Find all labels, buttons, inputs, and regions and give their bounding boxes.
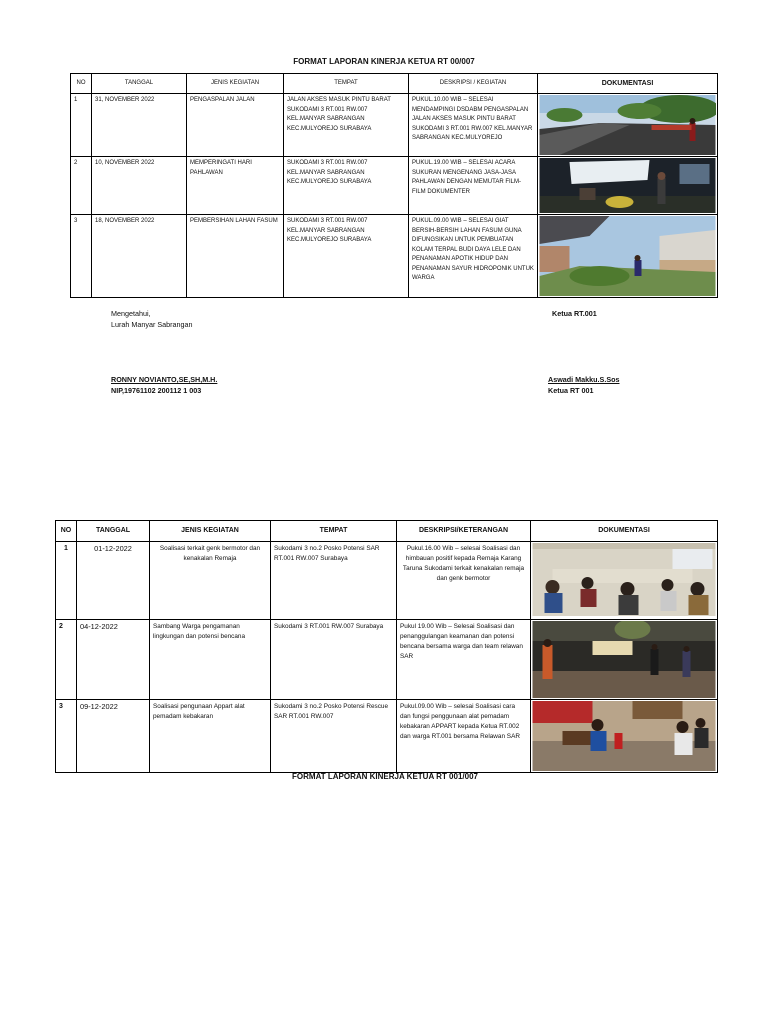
acknowledgement-label: Mengetahui,: [111, 309, 151, 318]
cell-no: 1: [56, 542, 77, 620]
cell-dokumentasi: [538, 157, 718, 215]
header-no: NO: [56, 521, 77, 542]
report1-header-row: [71, 74, 718, 94]
cell-deskripsi: Pukul.09.00 Wib – selesai Soalisasi cara dan fungsi penggunaan alat pemadam kebakaran APPART kepada Ketua RT.002 dan warga RT.001 bersama Relawan SAR: [397, 700, 531, 773]
cell-tanggal: 18, NOVEMBER 2022: [92, 215, 187, 298]
cell-deskripsi: Pukul 19.00 Wib – Selesai Soalisasi dan penanggulangan keamanan dan potensi bencana bersama warga dan team relawan SAR: [397, 620, 531, 700]
report1-title: FORMAT LAPORAN KINERJA KETUA RT 00/007: [293, 57, 475, 66]
lurah-name: RONNY NOVIANTO,SE,SH,M.H.: [111, 375, 218, 384]
report1-table: [70, 73, 718, 298]
ketua-rt-title: Ketua RT 001: [548, 386, 594, 395]
report2-title: FORMAT LAPORAN KINERJA KETUA RT 001/007: [292, 772, 478, 781]
lurah-nip: NIP,19761102 200112 1 003: [111, 386, 202, 395]
cell-jenis: PEMBERSIHAN LAHAN FASUM: [187, 215, 284, 298]
header-no: NO: [71, 74, 92, 94]
cell-tanggal: 31, NOVEMBER 2022: [92, 94, 187, 157]
header-dokumentasi: DOKUMENTASI: [538, 74, 718, 94]
report2-header-row: [56, 521, 718, 542]
cell-deskripsi: PUKUL.19.00 WIB – SELESAI ACARA SUKURAN MENGENANG JASA-JASA PAHLAWAN DENGAN MEMUTAR FILM-FILM DOKUMENTER: [409, 157, 538, 215]
table-row: [71, 215, 718, 298]
table-row: [56, 542, 718, 620]
cell-deskripsi: Pukul.16.00 Wib – selesai Soalisasi dan himbauan positif kepada Remaja Karang Taruna Sukodami terkait kenakalan remaja dan genk bermotor: [397, 542, 531, 620]
header-deskripsi: DESKRIPSI / KEGIATAN: [409, 74, 538, 94]
ketua-rt-name: Aswadi Makku.S.Sos: [548, 375, 620, 384]
cell-tempat: Sukodami 3 no.2 Posko Potensi SAR RT.001 RW.007 Surabaya: [271, 542, 397, 620]
cell-dokumentasi: [538, 215, 718, 298]
header-deskripsi: DESKRIPSI/KETERANGAN: [397, 521, 531, 542]
header-tanggal: TANGGAL: [77, 521, 150, 542]
cell-tanggal: 09-12-2022: [77, 700, 150, 773]
cell-no: 1: [71, 94, 92, 157]
header-dokumentasi: DOKUMENTASI: [531, 521, 718, 542]
land-cleanup-photo: [539, 216, 716, 296]
cell-tempat: SUKODAMI 3 RT.001 RW.007 KEL.MANYAR SABRANGAN KEC.MULYOREJO SURABAYA: [284, 157, 409, 215]
cell-jenis: Sambang Warga pengamanan lingkungan dan potensi bencana: [150, 620, 271, 700]
header-jenis-kegiatan: JENIS KEGIATAN: [187, 74, 284, 94]
cell-dokumentasi: [531, 542, 718, 620]
cell-jenis: PENGASPALAN JALAN: [187, 94, 284, 157]
film-screening-photo: [539, 158, 716, 213]
cell-tempat: Sukodami 3 no.2 Posko Potensi Rescue SAR RT.001 RW.007: [271, 700, 397, 773]
cell-no: 2: [71, 157, 92, 215]
header-jenis-kegiatan: JENIS KEGIATAN: [150, 521, 271, 542]
cell-tempat: SUKODAMI 3 RT.001 RW.007 KEL.MANYAR SABRANGAN KEC.MULYOREJO SURABAYA: [284, 215, 409, 298]
youth-meeting-photo: [532, 543, 716, 616]
table-row: [71, 157, 718, 215]
header-tanggal: TANGGAL: [92, 74, 187, 94]
cell-tanggal: 04-12-2022: [77, 620, 150, 700]
road-paving-photo: [539, 95, 716, 155]
fire-extinguisher-training-photo: [532, 701, 716, 771]
cell-deskripsi: PUKUL.09.00 WIB – SELESAI GIAT BERSIH-BERSIH LAHAN FASUM GUNA DIFUNGSIKAN UNTUK PEMBUATAN KOLAM TERPAL BUDI DAYA LELE DAN PENANAMAN APOTIK HIDUP DAN PENANAMAN SAYUR HIDROPONIK UNTUK WARGA: [409, 215, 538, 298]
cell-tanggal: 10, NOVEMBER 2022: [92, 157, 187, 215]
cell-dokumentasi: [531, 700, 718, 773]
cell-no: 3: [56, 700, 77, 773]
header-tempat: TEMPAT: [284, 74, 409, 94]
ketua-rt-label: Ketua RT.001: [552, 309, 597, 318]
cell-tempat: Sukodami 3 RT.001 RW.007 Surabaya: [271, 620, 397, 700]
cell-no: 3: [71, 215, 92, 298]
cell-tanggal: 01-12-2022: [77, 542, 150, 620]
lurah-title: Lurah Manyar Sabrangan: [111, 320, 193, 329]
cell-deskripsi: PUKUL.10.00 WIB – SELESAI MENDAMPINGI DSDABM PENGASPALAN JALAN AKSES MASUK PINTU BARAT SUKODAMI 3 RT.001 RW.007 KEL.MANYAR SABRANGAN KEC.MULYOREJO: [409, 94, 538, 157]
cell-jenis: Soalisasi terkait genk bermotor dan kenakalan Remaja: [150, 542, 271, 620]
cell-jenis: Soalisasi pengunaan Appart alat pemadam kebakaran: [150, 700, 271, 773]
table-row: [56, 620, 718, 700]
cell-no: 2: [56, 620, 77, 700]
cell-dokumentasi: [531, 620, 718, 700]
table-row: [71, 94, 718, 157]
table-row: [56, 700, 718, 773]
header-tempat: TEMPAT: [271, 521, 397, 542]
cell-jenis: MEMPERINGATI HARI PAHLAWAN: [187, 157, 284, 215]
report2-table: [55, 520, 718, 773]
cell-dokumentasi: [538, 94, 718, 157]
cell-tempat: JALAN AKSES MASUK PINTU BARAT SUKODAMI 3 RT.001 RW.007 KEL.MANYAR SABRANGAN KEC.MULYOREJO SURABAYA: [284, 94, 409, 157]
night-patrol-photo: [532, 621, 716, 698]
